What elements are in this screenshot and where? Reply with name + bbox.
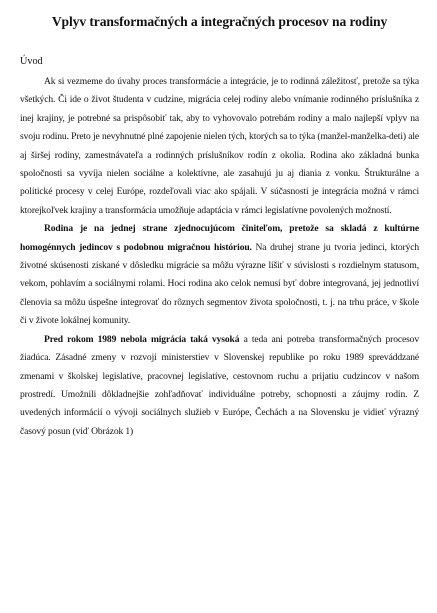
paragraph-3-bold-lead: Pred rokom 1989 nebola migrácia taká vysoká <box>44 333 240 345</box>
section-heading: Úvod <box>20 56 43 67</box>
document-title: Vplyv transformačných a integračných procesov na rodiny <box>51 14 388 29</box>
paragraph-2 <box>20 220 419 330</box>
paragraph-2-bold-lead: Rodina je na jednej strane zjednocujúcom činiteľom, pretože sa skladá z kultúrne homogénnych jedincov s podobnou migračnou históriou. <box>20 223 419 253</box>
paragraph-1 <box>20 73 419 220</box>
paragraph-1-text: Ak si vezmeme do úvahy proces transformácie a integrácie, je to rodinná záležitosť, pretože sa týka všetkých. Či ide o život študenta v cudzine, migrácia celej rodiny alebo vnímanie rodinného príslušníka z inej krajiny, je potrebné sa prispôsobiť tak, aby to vyhovovalo potrebám rodiny a malo najlepší vplyv na svoju rodinu. Preto je nevyhnutné plné zapojenie nielen tých, ktorých sa to týka (manžel-manželka-deti) ale aj širšej rodiny, zamestnávateľa a rodinných príslušníkov rodín z okolia. Rodina ako základná bunka spoločnosti sa vyvíja nielen sociálne a kolektívne, ale zasahujú ju aj diania z vonku. Štrukturálne a politické procesy v celej Európe, rozdeľovali viac ako spájali. V súčasnosti je integrácia možná v rámci ktorejkoľvek krajiny a transformácia umožňuje adaptácia v rámci legislatívne povolených možností. <box>20 76 419 216</box>
paragraph-2-text: Na druhej strane ju tvoria jedinci, ktorých životné skúsenosti získané v dôsledku migrácie sa môžu výrazne líšiť v súvislosti s rozdielnym statusom, vekom, pohlavím a sociálnymi rolami. Hoci rodina ako celok nemusí byť dobre integrovaná, jej jednotliví členovia sa môžu úspešne integrovať do rôznych segmentov života spoločnosti, t. j. na trhu práce, v škole či v živote lokálnej komunity. <box>20 241 419 327</box>
paragraph-3 <box>20 331 419 441</box>
paragraph-3-text: a teda ani potreba transformačných procesov žiadúca. Zásadné zmeny v rozvoji ministerstiev v Slovenskej republike po roku 1989 spreváddzané zmenami v školskej legislatíve, pracovnej legislatíve, cestovnom ruchu a prijatiu cudzincov v našom prostredí. Umožnili dôkladnejšie zohľadňovať individuálne potreby, schopnosti a záujmy rodín. Z uvedených informácií o vývoji sociálnych služieb v Európe, Čechách a na Slovensku je vidieť výrazný časový posun (viď Obrázok 1) <box>20 333 419 437</box>
